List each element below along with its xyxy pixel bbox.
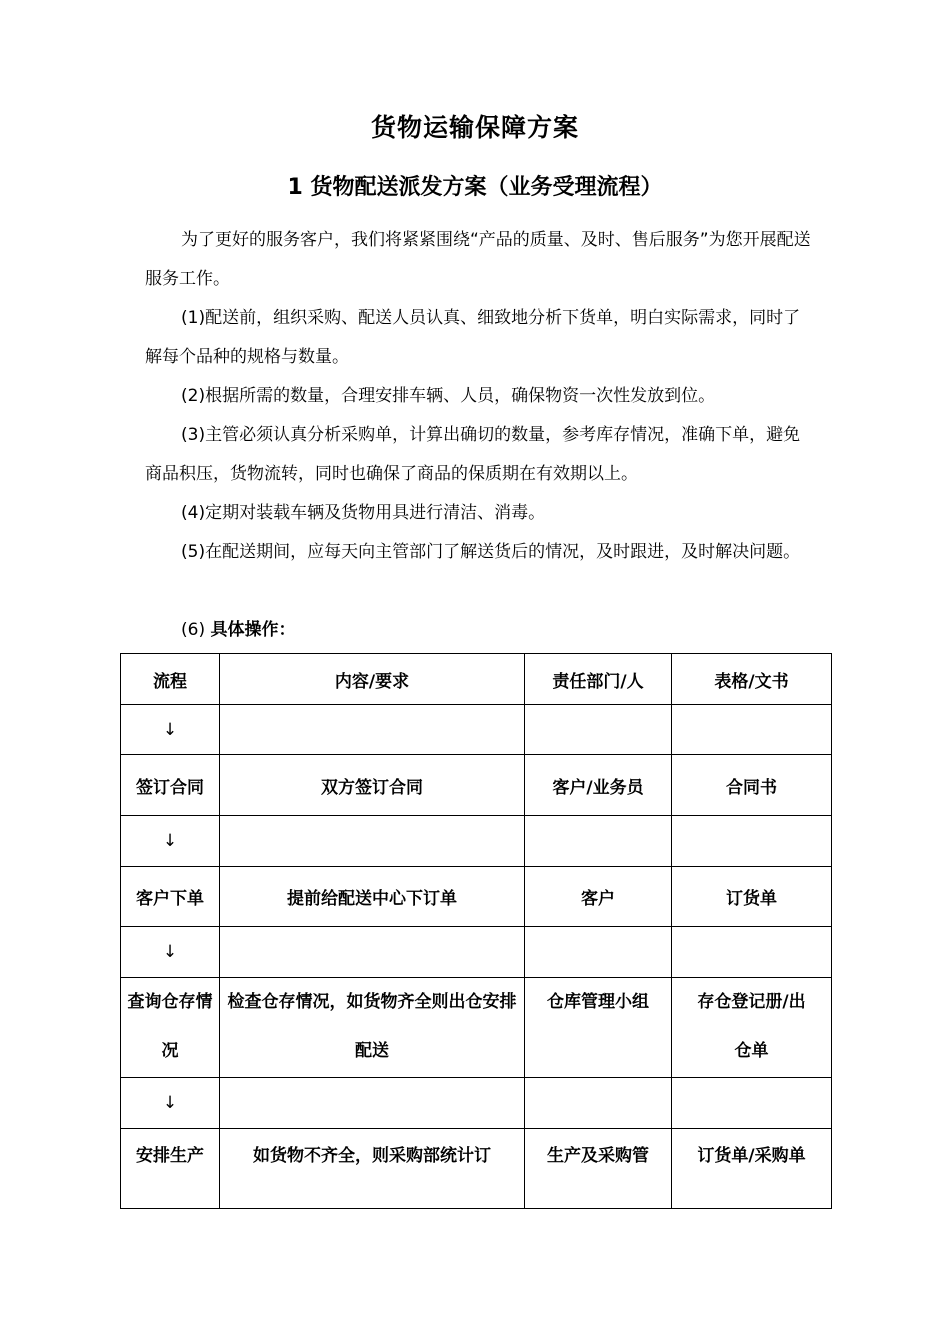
- section-heading: 1 货物配送派发方案（业务受理流程）: [287, 175, 663, 200]
- process-table: [120, 653, 832, 1209]
- empty-cell: [525, 705, 672, 755]
- process-cell: 客户下单: [121, 867, 220, 927]
- table-row: [121, 867, 832, 927]
- department-cell: 客户/业务员: [525, 755, 672, 816]
- table-row: [121, 755, 832, 816]
- document-title: 货物运输保障方案: [370, 113, 579, 142]
- empty-cell: [672, 816, 832, 867]
- department-cell: 仓库管理小组: [525, 978, 672, 1078]
- step-6-paragraph: [145, 611, 815, 650]
- forms-cell: 订货单/采购单: [672, 1129, 832, 1209]
- table-row: [121, 1129, 832, 1209]
- empty-cell: [525, 816, 672, 867]
- empty-cell: [672, 1078, 832, 1129]
- empty-cell: [525, 927, 672, 978]
- empty-cell: [672, 927, 832, 978]
- step-1-paragraph: (1)配送前，组织采购、配送人员认真、细致地分析下货单，明白实际需求，同时了解每个品种的规格与数量。: [145, 308, 801, 367]
- forms-cell: 存仓登记册/出仓单: [672, 978, 832, 1078]
- empty-cell: [220, 1078, 525, 1129]
- step-2-paragraph: (2)根据所需的数量，合理安排车辆、人员，确保物资一次性发放到位。: [181, 386, 716, 406]
- step-3-paragraph: (3)主管必须认真分析采购单，计算出确切的数量，参考库存情况，准确下单，避免商品积压，货物流转，同时也确保了商品的保质期在有效期以上。: [145, 425, 801, 484]
- arrow-row: [121, 927, 832, 978]
- arrow-row: [121, 705, 832, 755]
- content-cell: 提前给配送中心下订单: [220, 867, 525, 927]
- process-cell: 安排生产: [121, 1129, 220, 1209]
- process-cell: 查询仓存情况: [121, 978, 220, 1078]
- step-6-prefix: (6): [181, 620, 211, 640]
- content-cell: 如货物不齐全，则采购部统计订: [220, 1129, 525, 1209]
- step-6-label: 具体操作：: [210, 620, 296, 640]
- arrow-row: [121, 1078, 832, 1129]
- step-5-paragraph: (5)在配送期间，应每天向主管部门了解送货后的情况，及时跟进，及时解决问题。: [181, 542, 801, 562]
- content-cell: 双方签订合同: [220, 755, 525, 816]
- empty-cell: [672, 705, 832, 755]
- department-cell: 客户: [525, 867, 672, 927]
- step-4-paragraph: (4)定期对装载车辆及货物用具进行清洁、消毒。: [181, 503, 546, 523]
- forms-cell: 订货单: [672, 867, 832, 927]
- forms-cell: 合同书: [672, 755, 832, 816]
- header-cell-forms: 表格/文书: [672, 654, 832, 705]
- flow-arrow: ↓: [121, 816, 220, 867]
- empty-cell: [220, 816, 525, 867]
- header-cell-content: 内容/要求: [220, 654, 525, 705]
- flow-arrow: ↓: [121, 705, 220, 755]
- department-cell: 生产及采购管: [525, 1129, 672, 1209]
- flow-arrow: ↓: [121, 927, 220, 978]
- empty-cell: [525, 1078, 672, 1129]
- table-header-row: [121, 654, 832, 705]
- flow-arrow: ↓: [121, 1078, 220, 1129]
- empty-cell: [220, 705, 525, 755]
- intro-paragraph: 为了更好的服务客户，我们将紧紧围绕“产品的质量、及时、售后服务”为您开展配送服务工作。: [145, 230, 811, 289]
- header-cell-department: 责任部门/人: [525, 654, 672, 705]
- header-cell-process: 流程: [121, 654, 220, 705]
- empty-cell: [220, 927, 525, 978]
- table-row: [121, 978, 832, 1078]
- content-cell: 检查仓存情况，如货物齐全则出仓安排配送: [220, 978, 525, 1078]
- arrow-row: [121, 816, 832, 867]
- process-cell: 签订合同: [121, 755, 220, 816]
